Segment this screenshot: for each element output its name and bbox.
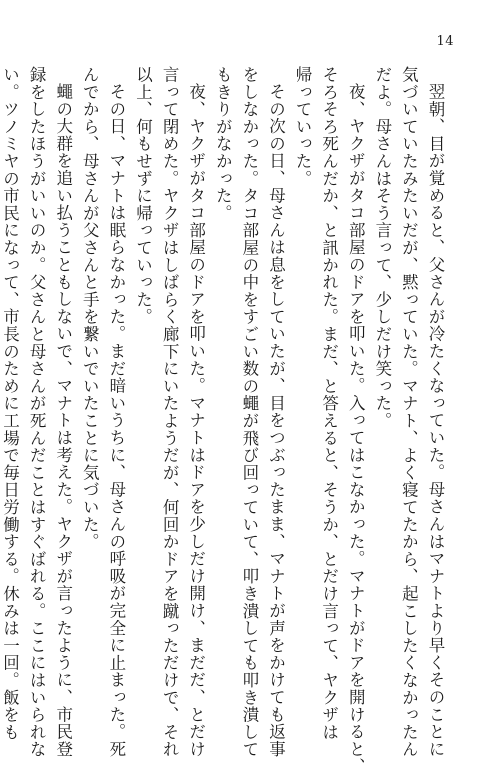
page-number: 14 [436, 34, 454, 49]
text-line: んでから、母さんが父さんと手を繋いでいたことに気づいた。 [80, 66, 100, 551]
text-line: 翌朝、目が覚めると、父さんが冷たくなっていた。母さんはマナトより早くそのことに [426, 82, 445, 758]
text-line: だよ。母さんはそう言って、少しだけ笑った。 [372, 66, 392, 430]
vertical-text-body [0, 66, 448, 775]
text-line: 気づいていたみたいだが、黙っていた。マナト、よく寝てたから、起こしたくなかったん [399, 66, 419, 758]
text-line: 言って閉めた。ヤクザはしばらく廊下にいたようだが、何回かドアを蹴っただけで、それ [160, 66, 180, 758]
text-line: い。ツノミヤの市民になって、市長のために工場で毎日労働する。休みは一回。飯をも [0, 66, 20, 741]
text-line: その次の日、母さんは息をしていたが、目をつぶったまま、マナトが声をかけても返事 [266, 82, 286, 758]
text-line: をしなかった。タコ部屋の中をすごい数の蠅が飛び回っていて、叩き潰しても叩き潰して [239, 66, 259, 758]
text-line: 夜、ヤクザがタコ部屋のドアを叩いた。マナトはドアを少しだけ開け、まだだ、とだけ [186, 82, 206, 758]
text-line: もきりがなかった。 [213, 66, 233, 222]
text-line: 帰っていった。 [293, 66, 313, 188]
text-line: その日、マナトは眠らなかった。まだ暗いうちに、母さんの呼吸が完全に止まった。死 [106, 82, 126, 758]
text-line: 蠅の大群を追い払うこともしないで、マナトは考えた。ヤクザが言ったように、市民登 [53, 82, 73, 758]
text-line: 以上、何もせずに帰っていった。 [133, 66, 153, 326]
text-line: 録をしたほうがいいのか。父さんと母さんが死んだことはすぐばれる。ここにはいられな [27, 66, 47, 758]
text-line: 夜、ヤクザがタコ部屋のドアを叩いた。入ってはこなかった。マナトがドアを開けると、 [346, 82, 366, 775]
text-line: そろそろ死んだか、と訊かれた。まだ、と答えると、そうか、とだけ言って、ヤクザは [319, 66, 339, 741]
